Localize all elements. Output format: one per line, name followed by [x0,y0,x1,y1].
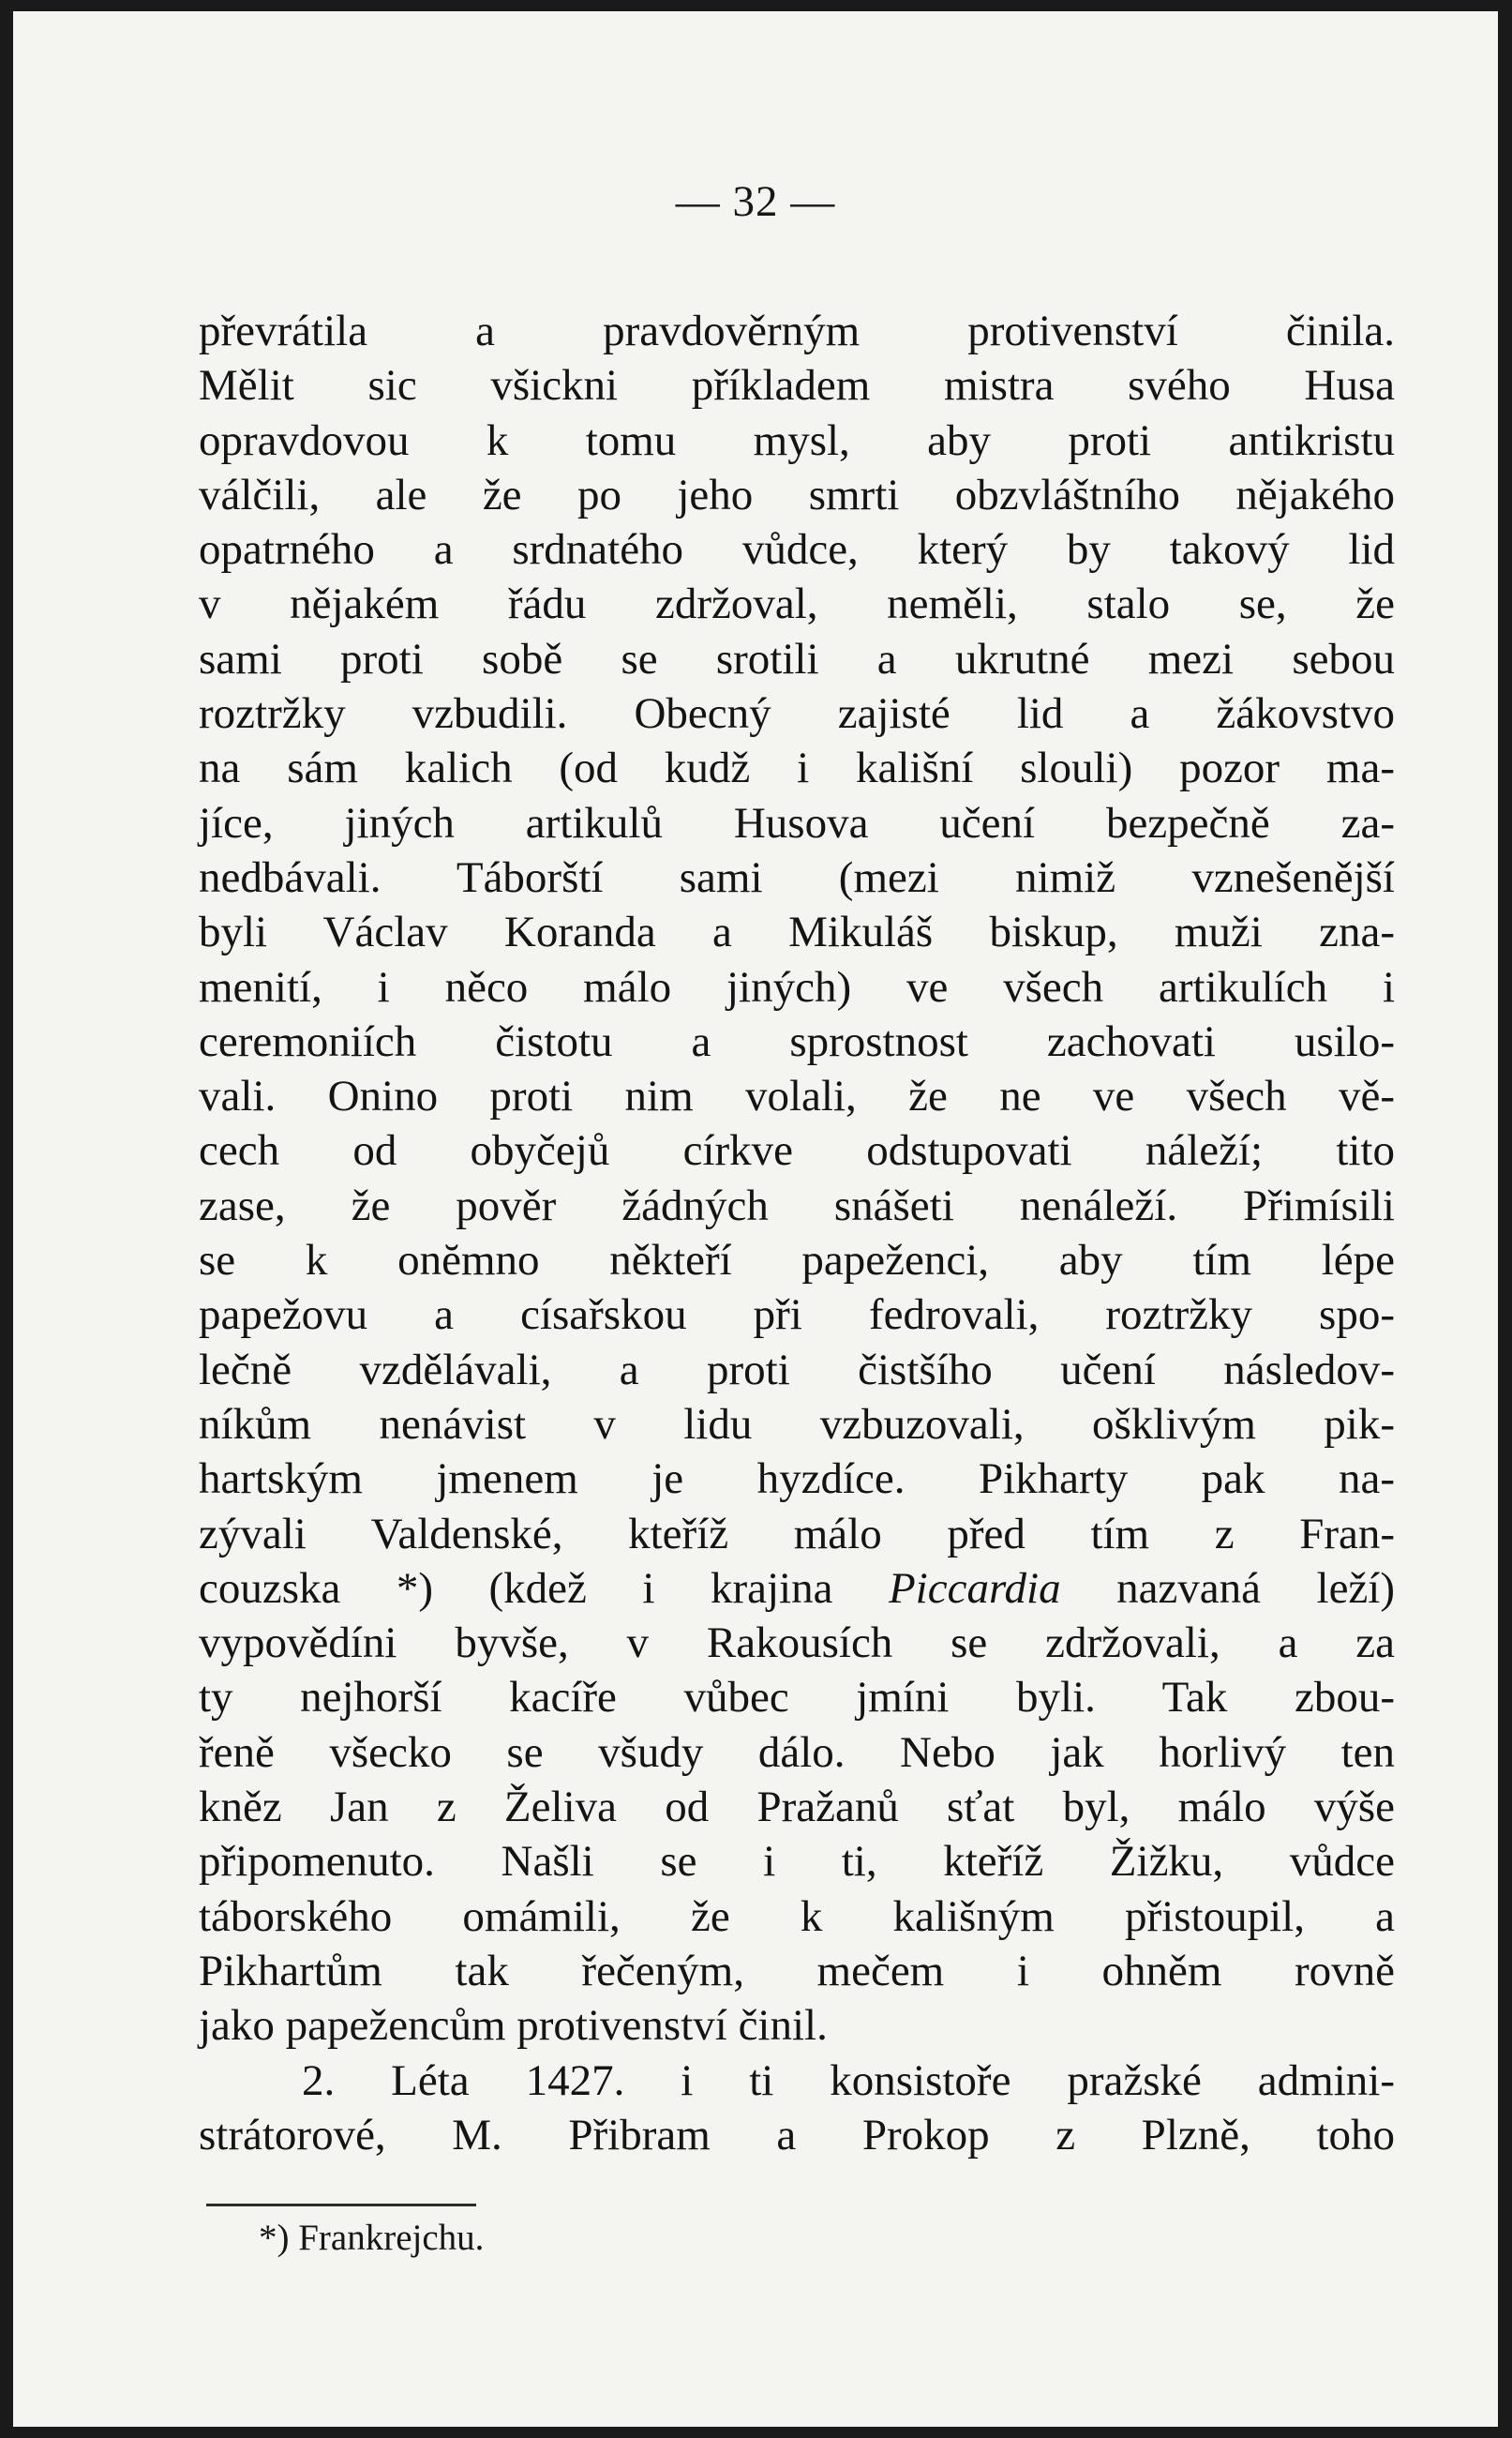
footnote-divider [206,2204,476,2206]
text-line: ceremoniích čistotu a sprostnost zachovati usilo- [199,1016,1395,1066]
text-line: převrátila a pravdověrným protivenství činila. [199,307,1395,355]
text-line: řeně všecko se všudy dálo. Nebo jak horlivý ten [199,1727,1395,1777]
text-line: byli Václav Koranda a Mikuláš biskup, muži zna- [199,908,1395,957]
text-line: níkům nenávist v lidu vzbuzovali, ošklivým pik- [199,1399,1395,1449]
text-line: sami proti sobě se srotili a ukrutné mezi sebou [199,634,1395,684]
text-line: menití, i něco málo jiných) ve všech artikulích i [199,962,1395,1012]
page-number: — 32 — [675,177,836,226]
text-line: cech od obyčejů církve odstupovati náleží; tito [199,1126,1395,1176]
text-line: se k onĕmno někteří papeženci, aby tím lépe [199,1236,1395,1286]
text-line: válčili, ale že po jeho smrti obzvláštního nějakého [199,470,1395,519]
text-line: Pikhartům tak řečeným, mečem i ohněm rovně [199,1946,1395,1995]
text-line: vali. Onino proti nim volali, že ne ve všech vě- [199,1072,1395,1121]
text-line: zývali Valdenské, kteříž málo před tím z Fran- [199,1509,1395,1558]
text-line: jako papežencům protivenství činil. [199,2001,828,2051]
paragraph-start-line: 2. Léta 1427. i ti konsistoře pražské admini- [302,2055,1395,2105]
text-line: strátorové, M. Přibram a Prokop z Plzně, toho [199,2110,1395,2160]
text-fragment: couzska *) (kdež i krajina [199,1563,889,1613]
text-line: Mělit sic všickni příkladem mistra svého Husa [199,361,1395,411]
text-line: vypovědíni byvše, v Rakousích se zdržovali, a za [199,1618,1395,1668]
text-line: kněz Jan z Želiva od Pražanů sťat byl, málo výše [199,1783,1395,1832]
text-fragment: nazvaná leží) [1060,1563,1395,1613]
text-line: papežovu a císařskou při fedrovali, roztržky spo- [199,1290,1395,1340]
text-line: zase, že pověr žádných snášeti nenáleží. Přimísili [199,1181,1395,1230]
text-line: připomenuto. Našli se i ti, kteříž Žižku, vůdce [199,1837,1395,1887]
text-line: hartským jmenem je hyzdíce. Pikharty pak na- [199,1454,1395,1504]
footnote: *) Frankrejchu. [259,2218,485,2258]
text-line: roztržky vzbudili. Obecný zajisté lid a žákovstvo [199,689,1395,739]
text-line: lečně vzdělávali, a proti čistšího učení následov- [199,1345,1395,1394]
text-line: ty nejhorší kacíře vůbec jmíni byli. Tak zbou- [199,1673,1395,1723]
text-line: na sám kalich (od kudž i kališní slouli) pozor ma- [199,744,1395,793]
text-line: opatrného a srdnatého vůdce, který by takový lid [199,525,1395,575]
body-text [199,304,1395,2162]
italic-term: Piccardia [888,1563,1061,1613]
text-line-piccardia [199,1561,1395,1616]
text-line: opravdovou k tomu mysl, aby proti antikristu [199,415,1395,465]
text-line: v nějakém řádu zdržoval, neměli, stalo se, že [199,579,1395,629]
book-page [13,11,1498,2427]
text-line: táborského omámili, že k kališným přistoupil, a [199,1891,1395,1941]
text-line: jíce, jiných artikulů Husova učení bezpečně za- [199,798,1395,848]
text-line: nedbávali. Táborští sami (mezi nimiž vznešenější [199,852,1395,902]
